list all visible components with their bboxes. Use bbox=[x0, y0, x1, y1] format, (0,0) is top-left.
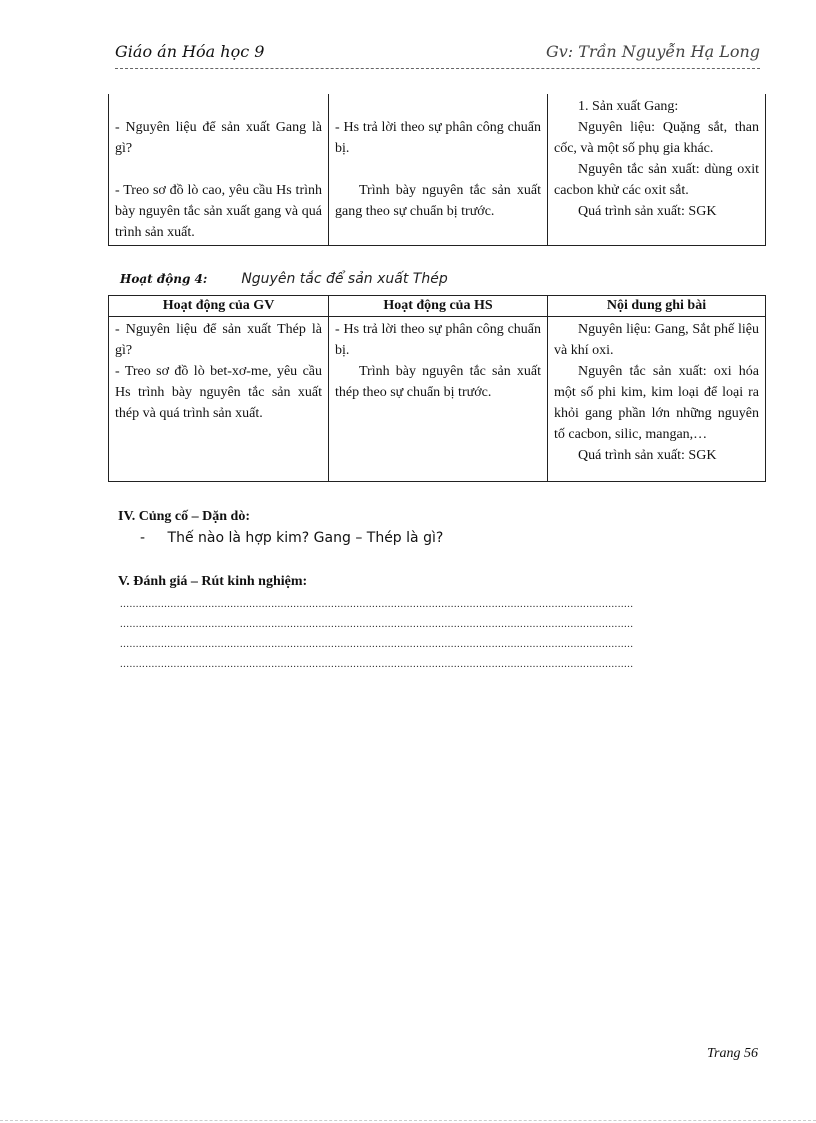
lesson-table-steel bbox=[108, 295, 766, 482]
gv-item: - Treo sơ đồ lò cao, yêu cầu Hs trình bày nguyên tắc sản xuất gang và quá trình sản xuất. bbox=[115, 183, 322, 240]
section-review bbox=[118, 509, 250, 525]
header-divider bbox=[115, 68, 760, 69]
hs-item: - Hs trả lời theo sự phân công chuẩn bị. bbox=[335, 322, 541, 358]
content-paragraph: Nguyên tắc sản xuất: oxi hóa một số phi kim, kim loại để loại ra khỏi gang phần lớn những nguyên tố cacbon, silic, mangan,… bbox=[554, 364, 759, 442]
column-header-gv: Hoạt động của GV bbox=[109, 296, 329, 317]
hs-item: Trình bày nguyên tắc sản xuất thép theo sự chuẩn bị trước. bbox=[335, 364, 541, 400]
dotted-line: ................................................................................................................................................................... bbox=[120, 658, 634, 670]
column-header-content: Nội dung ghi bài bbox=[548, 296, 766, 317]
activity-title: Nguyên tắc để sản xuất Thép bbox=[241, 271, 448, 287]
gv-item: - Treo sơ đồ lò bet-xơ-me, yêu cầu Hs trình bày nguyên tắc sản xuất thép và quá trình sản xuất. bbox=[115, 364, 322, 421]
dotted-line: ................................................................................................................................................................... bbox=[120, 618, 634, 630]
content-paragraph: Nguyên liệu: Gang, Sắt phế liệu và khí oxi. bbox=[554, 322, 759, 358]
gv-activity-cell bbox=[109, 317, 329, 482]
document-title: Giáo án Hóa học 9 bbox=[115, 42, 265, 61]
activity-label: Hoạt động 4: bbox=[120, 272, 208, 286]
gv-item: - Nguyên liệu để sản xuất Thép là gì? bbox=[115, 322, 322, 358]
hs-activity-cell bbox=[329, 317, 548, 482]
review-bullet bbox=[140, 530, 443, 546]
table-header-row bbox=[109, 296, 766, 317]
content-heading: 1. Sản xuất Gang: bbox=[578, 99, 679, 114]
gv-item: - Nguyên liệu để sản xuất Gang là gì? bbox=[115, 120, 322, 156]
content-cell bbox=[548, 317, 766, 482]
dotted-line: ................................................................................................................................................................... bbox=[120, 598, 634, 610]
section-heading: IV. Củng cố – Dặn dò: bbox=[118, 509, 250, 524]
dotted-line: ................................................................................................................................................................... bbox=[120, 638, 634, 650]
content-paragraph: Nguyên tắc sản xuất: dùng oxit cacbon khử các oxit sắt. bbox=[554, 162, 759, 198]
content-cell bbox=[548, 94, 766, 246]
gv-activity-cell bbox=[109, 94, 329, 246]
lesson-table-continued bbox=[108, 94, 766, 246]
section-evaluation bbox=[118, 574, 307, 590]
bullet-mark: - bbox=[140, 530, 146, 546]
content-paragraph: Quá trình sản xuất: SGK bbox=[578, 204, 717, 219]
bottom-divider bbox=[0, 1120, 816, 1121]
column-header-hs: Hoạt động của HS bbox=[329, 296, 548, 317]
content-paragraph: Nguyên liệu: Quặng sắt, than cốc, và một số phụ gia khác. bbox=[554, 120, 759, 156]
section-heading: V. Đánh giá – Rút kinh nghiệm: bbox=[118, 574, 308, 589]
table-row bbox=[109, 317, 766, 482]
activity-heading bbox=[120, 270, 448, 294]
teacher-name: Gv: Trần Nguyễn Hạ Long bbox=[545, 42, 760, 61]
hs-item: - Hs trả lời theo sự phân công chuẩn bị. bbox=[335, 120, 541, 156]
review-question: Thế nào là hợp kim? Gang – Thép là gì? bbox=[167, 530, 444, 546]
page-header bbox=[115, 40, 760, 80]
hs-item: Trình bày nguyên tắc sản xuất gang theo sự chuẩn bị trước. bbox=[335, 183, 541, 219]
table-row bbox=[109, 94, 766, 246]
content-paragraph: Quá trình sản xuất: SGK bbox=[578, 448, 717, 463]
page-number: Trang 56 bbox=[707, 1046, 758, 1061]
hs-activity-cell bbox=[329, 94, 548, 246]
